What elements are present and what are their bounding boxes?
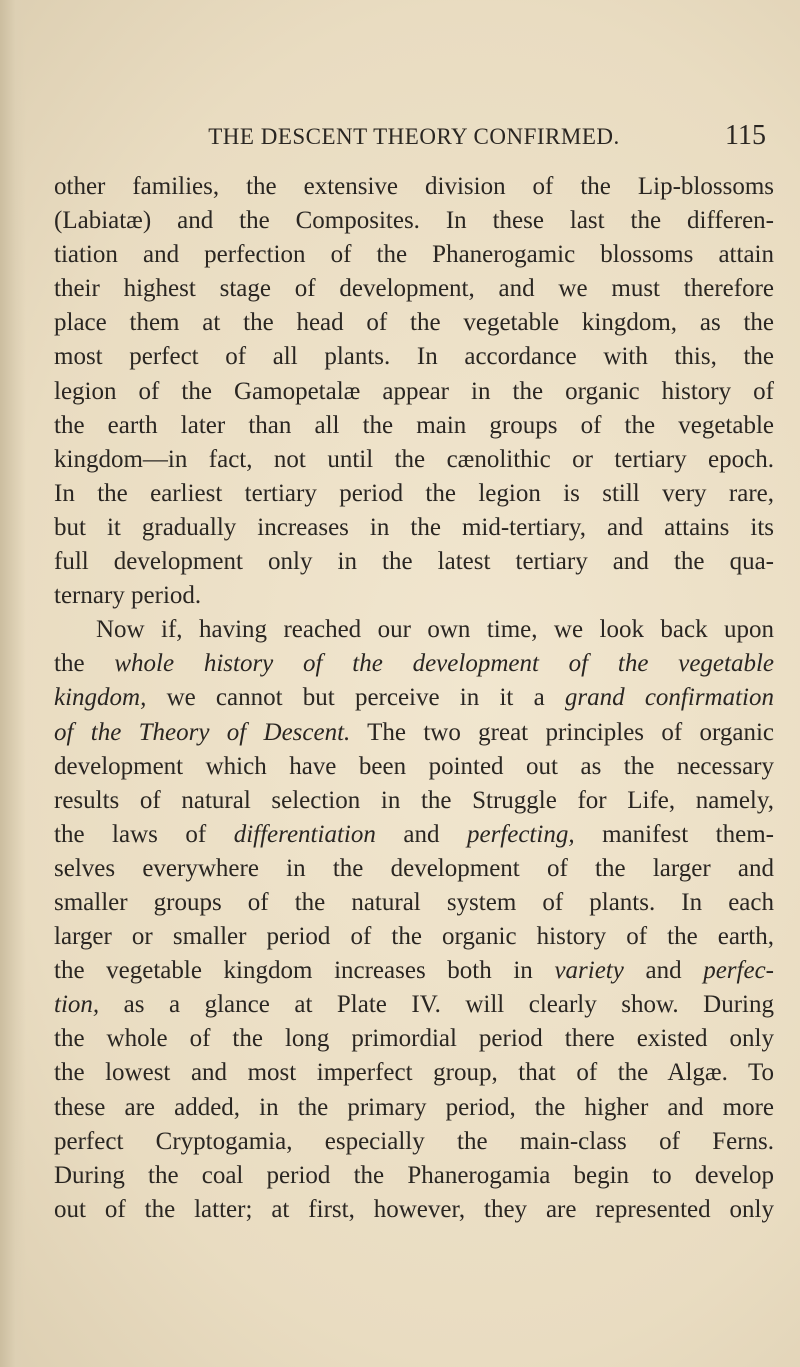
running-title: THE DESCENT THEORY CONFIRMED.	[208, 124, 620, 149]
italic-phrase: variety	[554, 957, 624, 985]
text-line: legion of the Gamopetalæ appear in the organic history of	[54, 377, 774, 405]
text-line: the whole of the long primordial period there existed only	[54, 1025, 774, 1053]
text-line: kingdom, we cannot but perceive in it a grand confirmation	[54, 684, 774, 712]
text-line: place them at the head of the vegetable kingdom, as the	[54, 309, 774, 337]
page-gutter-shadow	[0, 0, 26, 1367]
text-line: of the Theory of Descent. The two great principles of organic	[54, 718, 774, 746]
italic-phrase: of the Theory of Descent.	[54, 718, 351, 746]
text-line: tiation and perfection of the Phanerogamic blossoms attain	[54, 241, 774, 269]
italic-phrase: perfec-	[703, 957, 774, 985]
text-line: (Labiatæ) and the Composites. In these last the differen-	[54, 207, 774, 235]
text-line: In the earliest tertiary period the legion is still very rare,	[54, 479, 774, 507]
text-line: but it gradually increases in the mid-tertiary, and attains its	[54, 513, 774, 541]
text-line: development which have been pointed out as the necessary	[54, 752, 774, 780]
text-line: During the coal period the Phanerogamia begin to develop	[54, 1161, 774, 1189]
text-line: their highest stage of development, and we must therefore	[54, 275, 774, 303]
text-line: smaller groups of the natural system of plants. In each	[54, 888, 774, 916]
italic-phrase: grand confirmation	[564, 684, 774, 712]
italic-phrase: tion,	[54, 991, 100, 1019]
text-line: other families, the extensive division of the Lip-blossoms	[54, 173, 774, 200]
italic-phrase: kingdom,	[54, 684, 147, 712]
running-head	[54, 118, 774, 158]
text-line: full development only in the latest tertiary and the qua-	[54, 548, 774, 576]
text-line: the laws of differentiation and perfecting, manifest them-	[54, 820, 774, 848]
italic-phrase: differentiation	[233, 820, 376, 848]
text-line: results of natural selection in the Struggle for Life, namely,	[54, 786, 774, 814]
text-line: larger or smaller period of the organic history of the earth,	[54, 923, 774, 951]
italic-phrase: perfecting,	[466, 820, 575, 848]
paragraph-end-line: ternary period.	[54, 582, 202, 610]
text-line: these are added, in the primary period, the higher and more	[54, 1093, 774, 1121]
text-line: the vegetable kingdom increases both in variety and perfec-	[54, 957, 774, 985]
italic-phrase: whole history of the development of the vegetable	[114, 650, 775, 678]
text-line: most perfect of all plants. In accordance with this, the	[54, 343, 774, 371]
paragraph-start-line: Now if, having reached our own time, we look back upon	[96, 616, 774, 644]
text-line: tion, as a glance at Plate IV. will clearly show. During	[54, 991, 774, 1019]
body-text	[54, 170, 774, 1227]
text-line: the earth later than all the main groups of the vegetable	[54, 411, 774, 439]
page-number: 115	[725, 120, 766, 151]
text-line: the lowest and most imperfect group, that of the Algæ. To	[54, 1059, 774, 1087]
text-line: perfect Cryptogamia, especially the main-class of Ferns.	[54, 1127, 774, 1155]
text-line: kingdom—in fact, not until the cænolithic or tertiary epoch.	[54, 445, 774, 473]
text-line: the whole history of the development of the vegetable	[54, 650, 775, 678]
text-line: selves everywhere in the development of the larger and	[54, 854, 774, 882]
text-line: out of the latter; at first, however, they are represented only	[54, 1195, 774, 1223]
